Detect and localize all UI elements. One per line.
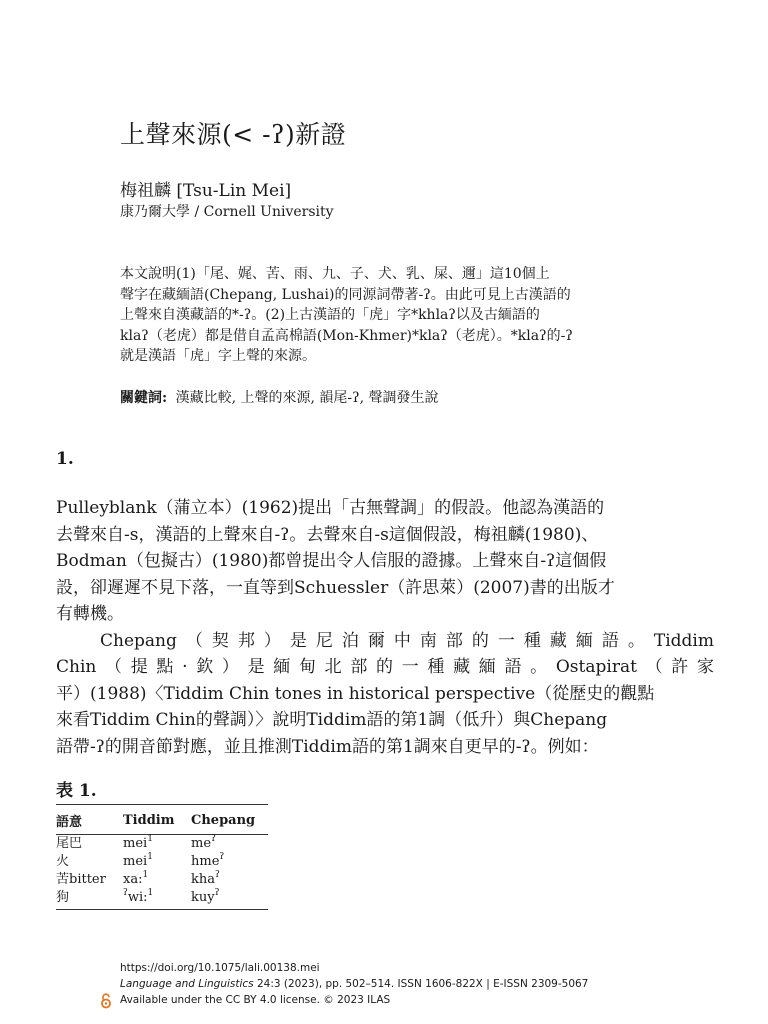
table-row bbox=[56, 853, 268, 871]
paragraph-line: 有轉機。 bbox=[56, 604, 124, 624]
table-cell-chepang bbox=[191, 835, 268, 854]
journal-name: Language and Linguistics bbox=[120, 978, 254, 990]
section-heading: 1. bbox=[56, 449, 74, 469]
chepang-form: me bbox=[191, 836, 212, 851]
tone-mark: 1 bbox=[147, 852, 153, 862]
abstract-line: 上聲來自漢藏語的*-ʔ。(2)上古漢語的「虎」字*khlaʔ以及古緬語的 bbox=[120, 307, 540, 323]
body-text bbox=[56, 495, 714, 760]
paragraph-line: 去聲來自-s，漢語的上聲來自-ʔ。去聲來自-s這個假設，梅祖麟(1980)、 bbox=[56, 524, 599, 545]
table-caption: 表 1. bbox=[56, 781, 97, 801]
table-cell-gloss: 狗 bbox=[56, 889, 123, 910]
paragraph-line: Chin（提點·欽）是緬甸北部的一種藏緬語。Ostapirat（許家 bbox=[56, 657, 714, 677]
tiddim-form: xa: bbox=[123, 872, 143, 887]
table-row bbox=[56, 871, 268, 889]
article-title: 上聲來源(< -ʔ)新證 bbox=[120, 120, 347, 149]
table-header-row bbox=[56, 805, 268, 835]
table-cell-chepang bbox=[191, 853, 268, 871]
tiddim-form: wi: bbox=[127, 890, 148, 905]
open-access-icon bbox=[100, 993, 112, 1009]
table-cell-gloss: 火 bbox=[56, 854, 70, 869]
abstract bbox=[120, 264, 680, 367]
chepang-form: kha bbox=[191, 872, 216, 887]
page-footer bbox=[120, 960, 588, 1008]
open-access-keyhole bbox=[105, 1002, 107, 1004]
table-cell-tiddim bbox=[123, 835, 191, 854]
column-header: 語意 bbox=[56, 805, 123, 835]
tiddim-form: mei bbox=[123, 836, 148, 851]
doi-link[interactable]: https://doi.org/10.1075/lali.00138.mei bbox=[120, 962, 320, 974]
abstract-line: 就是漢語「虎」字上聲的來源。 bbox=[120, 348, 316, 364]
keywords-label: 關鍵詞: bbox=[120, 390, 168, 406]
table-cell-chepang bbox=[191, 889, 268, 910]
column-header: Chepang bbox=[191, 805, 268, 835]
tone-mark: 1 bbox=[147, 888, 154, 898]
citation-line bbox=[120, 976, 588, 992]
table-cell-chepang bbox=[191, 871, 268, 889]
tiddim-form: mei bbox=[123, 854, 148, 869]
license-line: Available under the CC BY 4.0 license. © 2023 ILAS bbox=[120, 994, 391, 1006]
table-row bbox=[56, 835, 268, 854]
table-cell-gloss: 尾巴 bbox=[56, 836, 83, 851]
abstract-line: 本文說明(1)「尾、娓、苦、雨、九、子、犬、乳、屎、邇」這10個上 bbox=[120, 266, 550, 282]
glottal-mark: ʔ bbox=[215, 870, 220, 880]
abstract-line: 聲字在藏緬語(Chepang, Lushai)的同源詞帶著-ʔ。由此可見上古漢語的 bbox=[120, 286, 571, 303]
table-cell-tiddim bbox=[123, 871, 191, 889]
abstract-line: klaʔ（老虎）都是借自孟高棉語(Mon-Khmer)*klaʔ（老虎）。*klaʔ的-ʔ bbox=[120, 327, 573, 344]
chepang-form: kuy bbox=[191, 890, 215, 905]
paragraph-line: 平）(1988)〈Tiddim Chin tones in historical perspective（從歷史的觀點 bbox=[56, 683, 655, 704]
paragraph-line: Chepang（契邦）是尼泊爾中南部的一種藏緬語。Tiddim bbox=[100, 630, 714, 651]
glottal-mark: ʔ bbox=[211, 834, 216, 844]
citation-details: 24:3 (2023), pp. 502–514. ISSN 1606-822X | E-ISSN 2309-5067 bbox=[253, 978, 589, 990]
author-affiliation: 康乃爾大學 / Cornell University bbox=[120, 204, 334, 220]
table-cell-gloss: 苦bitter bbox=[56, 872, 106, 887]
glottal-mark: ʔ bbox=[123, 888, 128, 898]
tone-mark: 1 bbox=[147, 834, 153, 844]
table-cell-tiddim bbox=[123, 853, 191, 871]
tone-mark: 1 bbox=[142, 870, 149, 880]
paragraph-line: 語帶-ʔ的開音節對應，並且推測Tiddim語的第1調來自更早的-ʔ。例如： bbox=[56, 736, 599, 757]
author-name: 梅祖麟 [Tsu-Lin Mei] bbox=[120, 181, 292, 201]
table-row bbox=[56, 889, 268, 910]
paragraph-line: 來看Tiddim Chin的聲調）〉說明Tiddim語的第1調（低升）與Chepang bbox=[56, 710, 608, 730]
keywords bbox=[120, 387, 439, 407]
keywords-list: 漢藏比較, 上聲的來源, 韻尾-ʔ, 聲調發生說 bbox=[175, 390, 439, 406]
paragraph-line: 設，卻遲遲不見下落，一直等到Schuessler（許思萊）(2007)書的出版才 bbox=[56, 577, 615, 598]
paragraph-line: Bodman（包擬古）(1980)都曾提出令人信服的證據。上聲來自-ʔ這個假 bbox=[56, 551, 607, 571]
chepang-form: hme bbox=[191, 854, 220, 869]
glottal-mark: ʔ bbox=[214, 888, 220, 898]
glottal-mark: ʔ bbox=[219, 852, 225, 862]
data-table bbox=[56, 804, 268, 910]
paragraph-line: Pulleyblank（蒲立本）(1962)提出「古無聲調」的假設。他認為漢語的 bbox=[56, 498, 605, 518]
table-cell-tiddim bbox=[123, 889, 191, 910]
column-header: Tiddim bbox=[123, 805, 191, 835]
